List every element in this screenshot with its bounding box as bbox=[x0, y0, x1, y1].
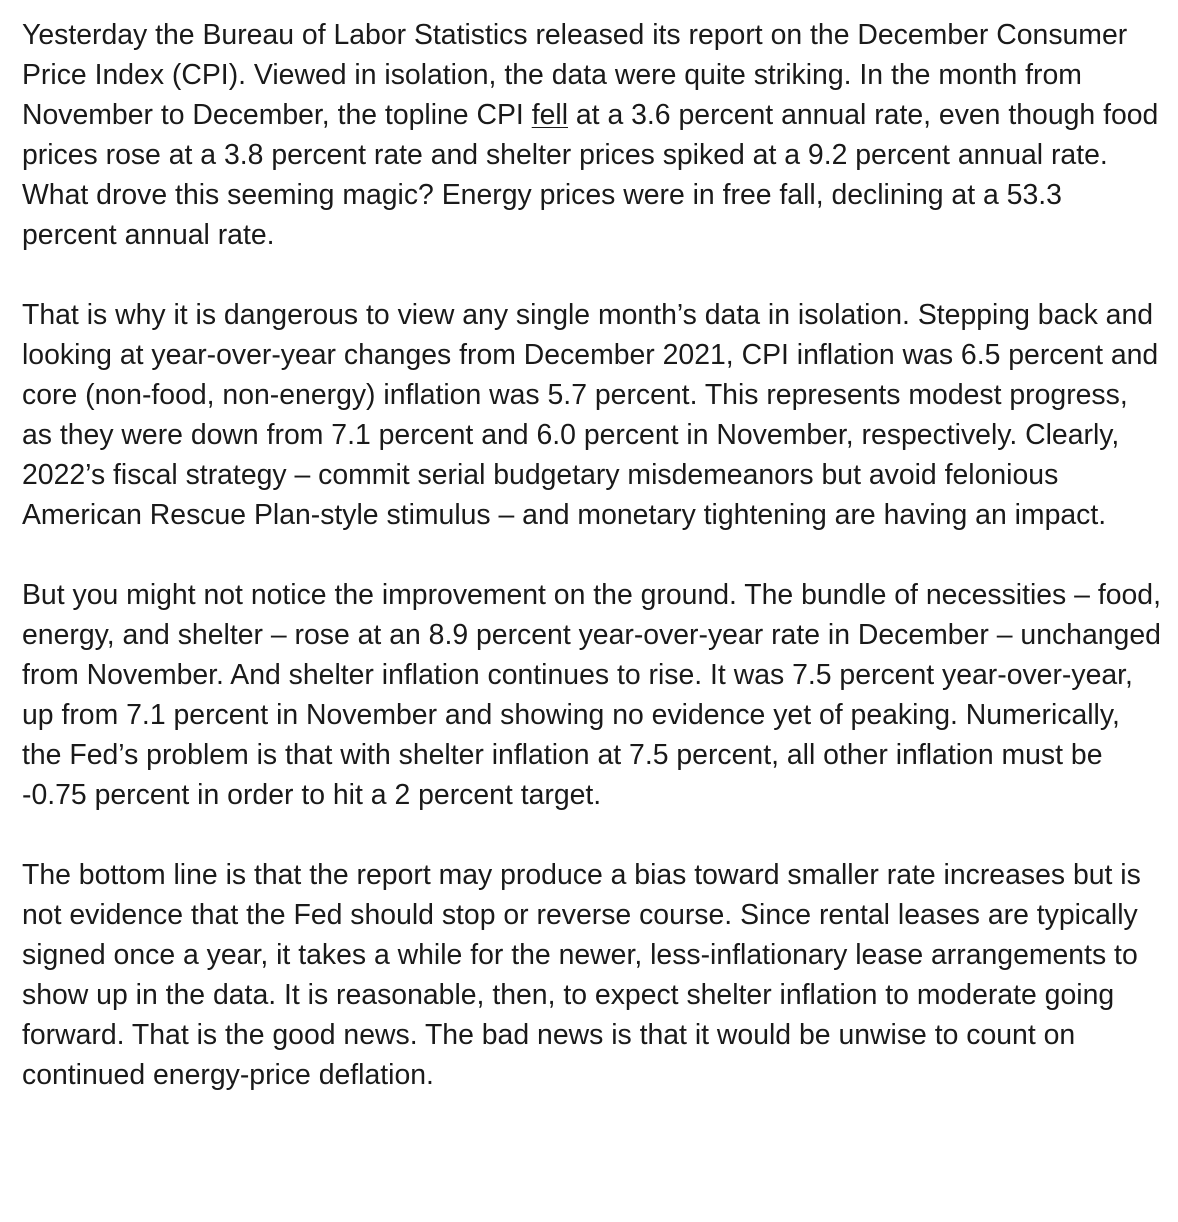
emphasis-fell: fell bbox=[531, 99, 568, 131]
paragraph-1-lead: Yesterday the Bureau of Labor Statistics released its report on the December Consumer Price Index (CPI). Viewed in isolation, the data were quite striking. In the month from November to December, the topline CPI bbox=[22, 19, 1128, 131]
paragraph-2: That is why it is dangerous to view any single month’s data in isolation. Stepping back and looking at year-over-year changes from December 2021, CPI inflation was 6.5 percent and core (non-food, non-energy) inflation was 5.7 percent. This represents modest progress, as they were down from 7.1 percent and 6.0 percent in November, respectively. Clearly, 2022’s fiscal strategy – commit serial budgetary misdemeanors but avoid felonious American Rescue Plan-style stimulus – and monetary tightening are having an impact. bbox=[22, 299, 1159, 531]
paragraph-1 bbox=[22, 15, 1164, 255]
paragraph-3: But you might not notice the improvement on the ground. The bundle of necessities – food, energy, and shelter – rose at an 8.9 percent year-over-year rate in December – unchanged from November. And shelter inflation continues to rise. It was 7.5 percent year-over-year, up from 7.1 percent in November and showing no evidence yet of peaking. Numerically, the Fed’s problem is that with shelter inflation at 7.5 percent, all other inflation must be -0.75 percent in order to hit a 2 percent target. bbox=[22, 579, 1161, 811]
paragraph-4: The bottom line is that the report may produce a bias toward smaller rate increases but is not evidence that the Fed should stop or reverse course. Since rental leases are typically signed once a year, it takes a while for the newer, less-inflationary lease arrangements to show up in the data. It is reasonable, then, to expect shelter inflation to moderate going forward. That is the good news. The bad news is that it would be unwise to count on continued energy-price deflation. bbox=[22, 859, 1141, 1091]
paragraph-1-rest: at a 3.6 percent annual rate, even though food prices rose at a 3.8 percent rate and shelter prices spiked at a 9.2 percent annual rate. What drove this seeming magic? Energy prices were in free fall, declining at a 53.3 percent annual rate. bbox=[22, 99, 1159, 251]
